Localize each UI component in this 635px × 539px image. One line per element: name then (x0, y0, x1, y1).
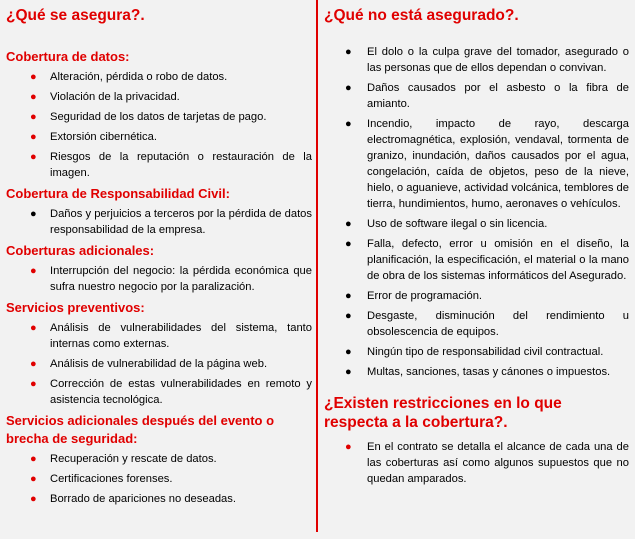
list-item: ● Daños causados por el asbesto o la fibra de amianto. (345, 82, 629, 110)
restrictions-list (324, 439, 629, 487)
list-item: ● Multas, sanciones, tasas y cánones o impuestos. (345, 366, 611, 378)
bullet-icon: ● (345, 441, 352, 453)
bullet-icon: ● (30, 151, 37, 163)
section-title: Cobertura de datos: (6, 49, 130, 64)
column-divider (316, 0, 318, 532)
bullet-icon: ● (30, 322, 37, 334)
item-list (6, 69, 312, 181)
bullet-icon: ● (345, 46, 352, 58)
list-item: ● Corrección de estas vulnerabilidades en remoto y asistencia tecnológica. (30, 378, 312, 406)
bullet-icon: ● (345, 238, 352, 250)
list-item: ● Violación de la privacidad. (30, 91, 180, 103)
list-item: ● Incendio, impacto de rayo, descarga electromagnética, explosión, vendaval, tormenta de granizo, inundación, daños causados por el agua, congelación, caída de objetos, peso de la nieve, hielo, o aguanieve, actividad volcánica, temblores de tierra, hundimientos, humo, aeronaves o vehículos. (345, 118, 629, 210)
bullet-icon: ● (30, 265, 37, 277)
item-list (6, 206, 312, 238)
bullet-icon: ● (345, 218, 352, 230)
bullet-icon: ● (30, 493, 37, 505)
list-item: ● Análisis de vulnerabilidad de la página web. (30, 358, 268, 370)
list-item: ● Desgaste, disminución del rendimiento u obsolescencia de equipos. (345, 310, 629, 338)
bullet-icon: ● (30, 473, 37, 485)
list-item: ● Extorsión cibernética. (30, 131, 157, 143)
bullet-icon: ● (30, 453, 37, 465)
list-item: ● Alteración, pérdida o robo de datos. (30, 71, 228, 83)
bullet-icon: ● (30, 131, 37, 143)
bullet-icon: ● (345, 366, 352, 378)
bullet-icon: ● (30, 208, 37, 220)
list-item: ● Análisis de vulnerabilidades del sistema, tanto internas como externas. (30, 322, 312, 350)
section-additional-coverage (6, 242, 312, 295)
not-covered-column (324, 6, 629, 491)
bullet-icon: ● (345, 118, 352, 130)
list-item: ● Riesgos de la reputación o restauración de la imagen. (30, 151, 312, 179)
bullet-icon: ● (30, 91, 37, 103)
list-item: ● Daños y perjuicios a terceros por la pérdida de datos responsabilidad de la empresa. (30, 208, 312, 236)
bullet-icon: ● (30, 358, 37, 370)
not-covered-heading: ¿Qué no está asegurado?. (324, 7, 519, 24)
section-preventive-services (6, 299, 312, 408)
section-data-coverage (6, 48, 312, 181)
bullet-icon: ● (345, 290, 352, 302)
covered-heading: ¿Qué se asegura?. (6, 7, 145, 24)
list-item: ● En el contrato se detalla el alcance de cada una de las coberturas así como algunos supuestos que no quedan amparados. (345, 441, 629, 485)
bullet-icon: ● (30, 111, 37, 123)
restrictions-heading: ¿Existen restricciones en lo que respecta a la cobertura?. (324, 395, 562, 431)
bullet-icon: ● (345, 82, 352, 94)
bullet-icon: ● (345, 310, 352, 322)
bullet-icon: ● (30, 71, 37, 83)
list-item: ● Seguridad de los datos de tarjetas de pago. (30, 111, 267, 123)
bullet-icon: ● (30, 378, 37, 390)
list-item: ● Falla, defecto, error u omisión en el diseño, la planificación, la especificación, el material o la mano de obra de los sistemas informáticos del Asegurado. (345, 238, 629, 282)
list-item: ● Borrado de apariciones no deseadas. (30, 493, 236, 505)
section-title: Cobertura de Responsabilidad Civil: (6, 186, 230, 201)
list-item: ● Uso de software ilegal o sin licencia. (345, 218, 548, 230)
exclusions-list (324, 44, 629, 380)
section-title: Coberturas adicionales: (6, 243, 155, 258)
section-title: Servicios preventivos: (6, 300, 145, 315)
item-list (6, 320, 312, 408)
list-item: ● Ningún tipo de responsabilidad civil contractual. (345, 346, 604, 358)
item-list (6, 263, 312, 295)
item-list (6, 451, 312, 507)
section-civil-liability (6, 185, 312, 238)
list-item: ● Recuperación y rescate de datos. (30, 453, 217, 465)
covered-column (6, 6, 312, 511)
section-post-event-services (6, 412, 312, 507)
list-item: ● Certificaciones forenses. (30, 473, 173, 485)
bullet-icon: ● (345, 346, 352, 358)
list-item: ● Interrupción del negocio: la pérdida económica que sufra nuestro negocio por la paralización. (30, 265, 312, 293)
list-item: ● Error de programación. (345, 290, 483, 302)
section-title: Servicios adicionales después del evento o brecha de seguridad: (6, 413, 275, 446)
list-item: ● El dolo o la culpa grave del tomador, asegurado o las personas que de ellos dependan o convivan. (345, 46, 629, 74)
